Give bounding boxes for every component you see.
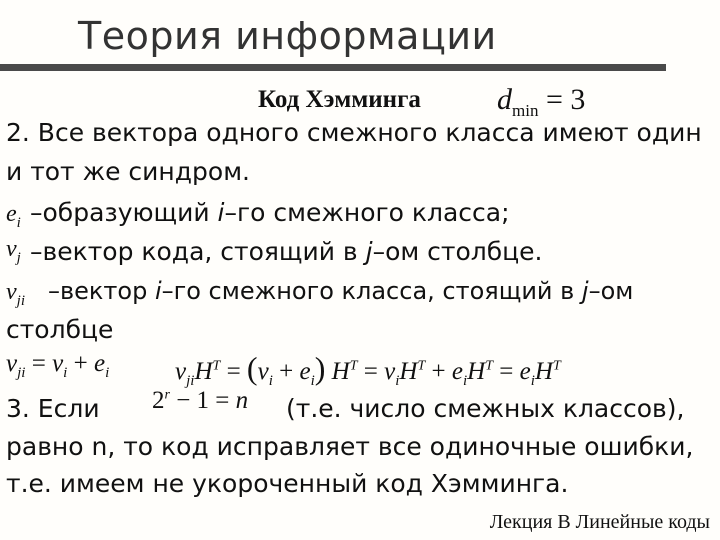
- section-subtitle: Код Хэмминга: [258, 86, 421, 113]
- paragraph-3-start: 3. Если: [6, 394, 100, 423]
- v-ji-description-line-2: столбце: [6, 315, 114, 344]
- paragraph-3-line-2: равно n, то код исправляет все одиночные ошибки,: [6, 432, 694, 461]
- v-ji-symbol: $v_{ji}$: [6, 279, 25, 309]
- footer-lecture-label: Лекция В Линейные коды: [489, 511, 710, 533]
- dmin-formula: $d_{min} = 3$: [497, 83, 586, 120]
- equation-2r-minus-1: $2^r - 1 = n$: [152, 387, 249, 414]
- slide-title: Теория информации: [78, 14, 497, 58]
- paragraph-3-rest: (т.е. число смежных классов),: [286, 394, 685, 423]
- paragraph-2-line-1: 2. Все вектора одного смежного класса имеют один: [6, 118, 702, 147]
- paragraph-2-line-2: и тот же синдром.: [6, 157, 251, 186]
- title-divider: [0, 64, 666, 71]
- e-i-description: –образующий i–го смежного класса;: [30, 198, 510, 227]
- equation-syndrome: $v_{ji}H^T = (v_i + e_i) H^T = v_iH^T + e_iH^T = e_iH^T$: [175, 350, 561, 389]
- v-j-description: –вектор кода, стоящий в j–ом столбце.: [30, 237, 543, 266]
- v-j-symbol: $v_j$: [6, 236, 21, 266]
- v-ji-description: –вектор i–го смежного класса, стоящий в j–ом: [48, 277, 634, 305]
- equation-vji-sum: $v_{ji} = v_i + e_i$: [6, 350, 110, 381]
- e-i-symbol: $e_i$: [6, 201, 21, 231]
- paragraph-3-line-3: т.е. имеем не укороченный код Хэмминга.: [6, 469, 569, 498]
